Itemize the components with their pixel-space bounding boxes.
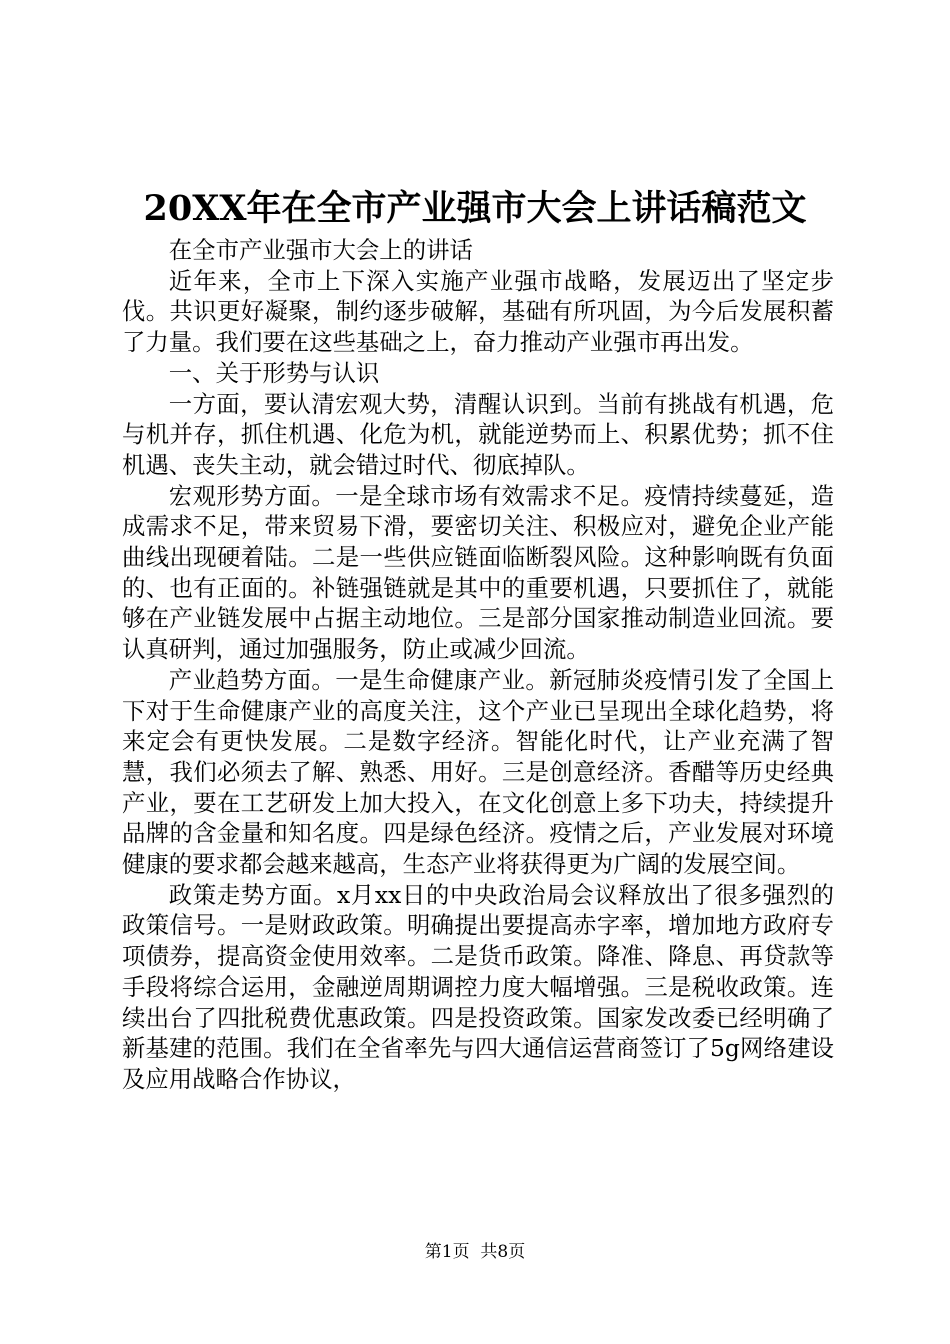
page-number-footer: 第1页 共8页 bbox=[424, 1242, 526, 1262]
document-body bbox=[122, 235, 834, 1095]
paragraph-industry-trend: 产业趋势方面。一是生命健康产业。新冠肺炎疫情引发了全国上下对于生命健康产业的高度关注，这个产业已呈现出全球化趋势，将来定会有更快发展。二是数字经济。智能化时代，让产业充满了智慧，我们必须去了解、熟悉、用好。三是创意经济。香醋等历史经典产业，要在工艺研发上加大投入，在文化创意上多下功夫，持续提升品牌的含金量和知名度。四是绿色经济。疫情之后，产业发展对环境健康的要求都会越来越高，生态产业将获得更为广阔的发展空间。 bbox=[122, 665, 834, 879]
speech-heading: 在全市产业强市大会上的讲话 bbox=[168, 236, 473, 264]
section-heading-situation: 一、关于形势与认识 bbox=[168, 358, 380, 387]
paragraph-macro-situation: 宏观形势方面。一是全球市场有效需求不足。疫情持续蔓延，造成需求不足，带来贸易下滑，要密切关注、积极应对，避免企业产能曲线出现硬着陆。二是一些供应链面临断裂风险。这种影响既有负面的、也有正面的。补链强链就是其中的重要机遇，只要抓住了，就能够在产业链发展中占据主动地位。三是部分国家推动制造业回流。要认真研判，通过加强服务，防止或减少回流。 bbox=[122, 481, 834, 664]
document-title: 20XX年在全市产业强市大会上讲话稿范文 bbox=[143, 188, 807, 229]
paragraph-policy-trend: 政策走势方面。x月xx日的中央政治局会议释放出了很多强烈的政策信号。一是财政政策。明确提出要提高赤字率，增加地方政府专项债券，提高资金使用效率。二是货币政策。降准、降息、再贷款等手段将综合运用，金融逆周期调控力度大幅增强。三是税收政策。连续出台了四批税费优惠政策。四是投资政策。国家发改委已经明确了新基建的范围。我们在全省率先与四大通信运营商签订了5g网络建设及应用战略合作协议， bbox=[122, 880, 834, 1093]
paragraph-macro-trend: 一方面，要认清宏观大势，清醒认识到。当前有挑战有机遇，危与机并存，抓住机遇、化危为机，就能逆势而上、积累优势；抓不住机遇、丧失主动，就会错过时代、彻底掉队。 bbox=[122, 389, 834, 479]
paragraph-intro: 近年来，全市上下深入实施产业强市战略，发展迈出了坚定步伐。共识更好凝聚，制约逐步破解，基础有所巩固，为今后发展积蓄了力量。我们要在这些基础之上，奋力推动产业强市再出发。 bbox=[122, 266, 834, 357]
